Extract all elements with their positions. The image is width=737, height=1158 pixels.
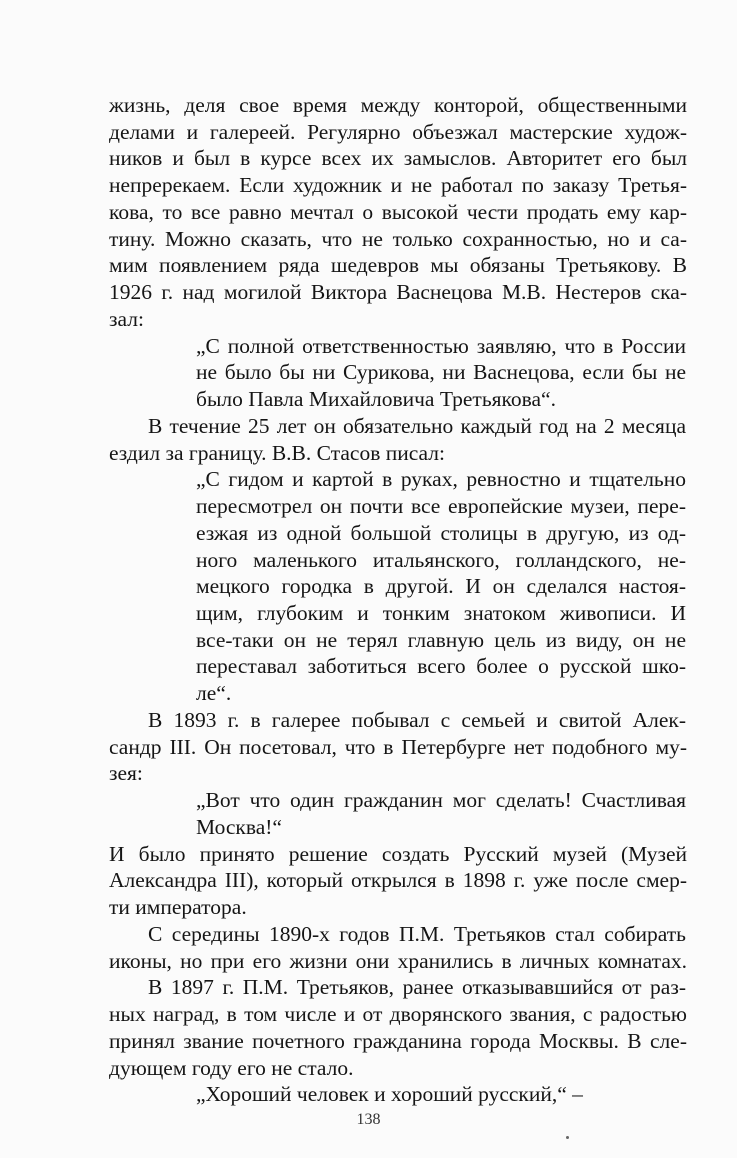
quote-line: езжая из одной большой столицы в другую, из од- bbox=[196, 520, 686, 545]
text-line: сандр III. Он посетовал, что в Петербурге нет подобного му- bbox=[109, 734, 687, 759]
text-line: дующем году его не стало. bbox=[109, 1055, 354, 1080]
quote-line: мецкого городка в другой. И он сделался настоя- bbox=[196, 574, 686, 599]
scan-speck bbox=[566, 1136, 569, 1139]
text-line: В 1893 г. в галерее побывал с семьей и свитой Алек- bbox=[148, 707, 686, 732]
quote-line: переставал заботиться всего более о русской шко- bbox=[196, 654, 686, 679]
text-line: ездил за границу. В.В. Стасов писал: bbox=[109, 440, 445, 465]
text-line: В течение 25 лет он обязательно каждый год на 2 месяца bbox=[148, 413, 686, 438]
text-line: зал: bbox=[109, 306, 144, 331]
page-number: 138 bbox=[356, 1111, 381, 1128]
quote-line: „Вот что один гражданин мог сделать! Счастливая bbox=[196, 788, 686, 813]
text-line: иконы, но при его жизни они хранились в личных комнатах. bbox=[109, 948, 687, 973]
quote-line: щим, глубоким и тонким знатоком живописи. И bbox=[196, 601, 686, 625]
text-line: мим появлением ряда шедевров мы обязаны Третьякову. В bbox=[109, 253, 687, 278]
text-line: В 1897 г. П.М. Третьяков, ранее отказывавшийся от раз- bbox=[148, 975, 686, 1000]
text-line: жизнь, деля свое время между конторой, общественными bbox=[109, 93, 687, 117]
text-line: ти императора. bbox=[109, 895, 247, 920]
quote-line: ле“. bbox=[196, 681, 232, 706]
text-line: С середины 1890-х годов П.М. Третьяков стал собирать bbox=[148, 921, 686, 946]
quote-line: „С гидом и картой в руках, ревностно и тщательно bbox=[196, 467, 686, 492]
text-line: непререкаем. Если художник и не работал по заказу Третья- bbox=[109, 173, 687, 198]
text-line: ных наград, в том числе и от дворянского звания, с радостью bbox=[109, 1002, 687, 1027]
quote-line: „С полной ответственностью заявляю, что в России bbox=[196, 333, 686, 358]
quote-line: Москва!“ bbox=[196, 814, 282, 839]
text-line: тину. Можно сказать, что не только сохранностью, но и са- bbox=[109, 226, 687, 251]
text-line: ников и был в курсе всех их замыслов. Авторитет его был bbox=[109, 146, 687, 171]
text-line: Александра III), который открылся в 1898 г. уже после смер- bbox=[109, 868, 687, 893]
text-line: делами и галереей. Регулярно объезжал мастерские худож- bbox=[109, 119, 687, 144]
quote-line: не было бы ни Сурикова, ни Васнецова, если бы не bbox=[196, 360, 686, 385]
quote-line: „Хороший человек и хороший русский,“ – bbox=[196, 1082, 583, 1107]
quote-line: ного маленького итальянского, голландского, не- bbox=[196, 547, 686, 572]
text-line: 1926 г. над могилой Виктора Васнецова М.В. Нестеров ска- bbox=[109, 280, 687, 305]
quote-line: все-таки он не терял главную цель из виду, он не bbox=[196, 627, 686, 652]
quote-line: было Павла Михайловича Третьякова“. bbox=[196, 387, 556, 412]
text-line: И было принято решение создать Русский музей (Музей bbox=[109, 841, 687, 866]
text-line: зея: bbox=[109, 761, 143, 786]
quote-line: пересмотрел он почти все европейские музеи, пере- bbox=[196, 494, 686, 519]
text-line: принял звание почетного гражданина города Москвы. В сле- bbox=[109, 1028, 687, 1053]
text-line: кова, то все равно мечтал о высокой чести продать ему кар- bbox=[109, 199, 687, 224]
